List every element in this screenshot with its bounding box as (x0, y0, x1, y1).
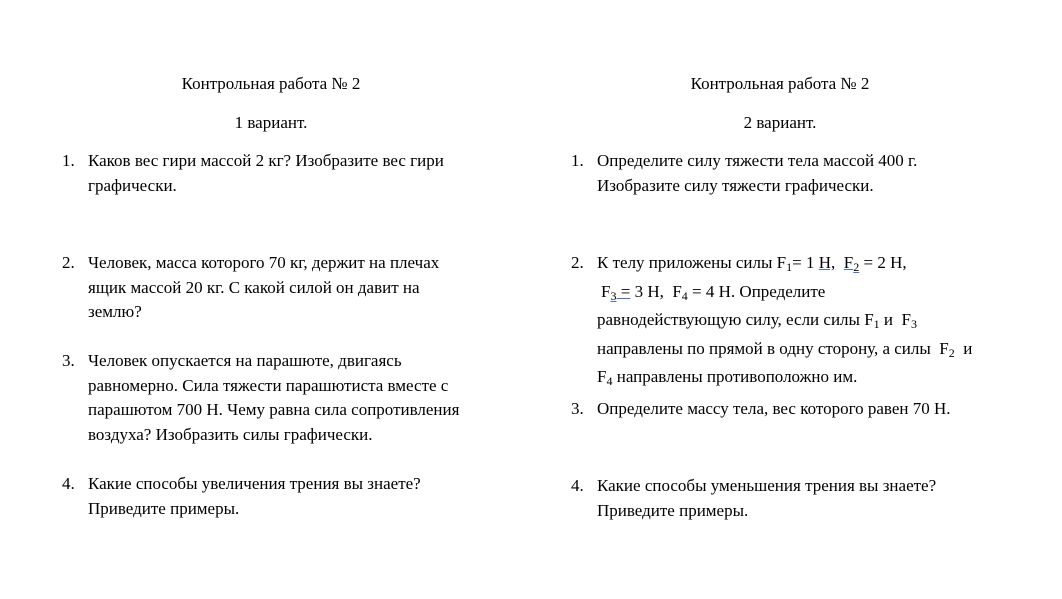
task-line: $F_3 = 3$ Н, $F_4 = 4$ Н. Определите (601, 281, 826, 303)
variant-2-task-4 (571, 474, 1031, 523)
variant-2-title: Контрольная работа № 2 (690, 74, 870, 93)
task-number: 2. (62, 253, 75, 272)
task-line: парашютом 700 Н. Чему равна сила сопротивления (88, 400, 460, 419)
task-number: 2. (571, 253, 584, 272)
task-line: Приведите примеры. (88, 498, 240, 518)
task-line: землю? (88, 302, 142, 321)
task-line: Какие способы увеличения трения вы знаете? (88, 474, 421, 493)
variant-2-task-3 (571, 397, 1031, 422)
variant-1-title: Контрольная работа № 2 (181, 74, 361, 93)
task-line: графически. (88, 175, 177, 195)
variant-1-task-1 (62, 149, 522, 198)
variant-1-task-4 (62, 472, 522, 521)
task-line: Изобразите силу тяжести графически. (597, 175, 874, 195)
task-line: Какие способы уменьшения трения вы знаете? (597, 476, 937, 495)
task-number: 1. (571, 151, 584, 170)
task-number: 1. (62, 151, 75, 170)
variant-2-label: 2 вариант. (743, 113, 817, 132)
variant-1-task-3 (62, 349, 522, 447)
variant-1-label: 1 вариант. (234, 113, 308, 132)
task-line: Определите силу тяжести тела массой 400 г. (597, 151, 918, 170)
task-line: Каков вес гири массой 2 кг? Изобразите вес гири (88, 151, 444, 170)
task-line: ящик массой 20 кг. С какой силой он давит на (88, 277, 420, 297)
task-number: 3. (62, 351, 75, 370)
task-line: Человек опускается на парашюте, двигаясь (88, 351, 402, 370)
task-number: 3. (571, 399, 584, 418)
task-line: воздуха? Изобразить силы графически. (88, 424, 373, 444)
task-line: Определите массу тела, вес которого равен 70 Н. (597, 399, 951, 418)
variant-2-task-1 (571, 149, 1031, 198)
task-line: равнодействующую силу, если силы $F_1$ и $F_3$ (597, 310, 917, 331)
task-line: направлены по прямой в одну сторону, а силы $F_2$ и (597, 338, 973, 360)
variant-1-task-2 (62, 251, 522, 325)
variant-2-task-2 (571, 251, 1031, 394)
task-number: 4. (62, 474, 75, 493)
task-line: Приведите примеры. (597, 500, 749, 520)
task-number: 4. (571, 476, 584, 495)
task-line: равномерно. Сила тяжести парашютиста вместе с (88, 375, 449, 395)
task-line: К телу приложены силы $F_1= 1$ Н, $F_2 = 2$ Н, (597, 253, 907, 274)
task-line: $F_4$ направлены противоположно им. (597, 367, 858, 388)
task-line: Человек, масса которого 70 кг, держит на плечах (88, 253, 440, 272)
